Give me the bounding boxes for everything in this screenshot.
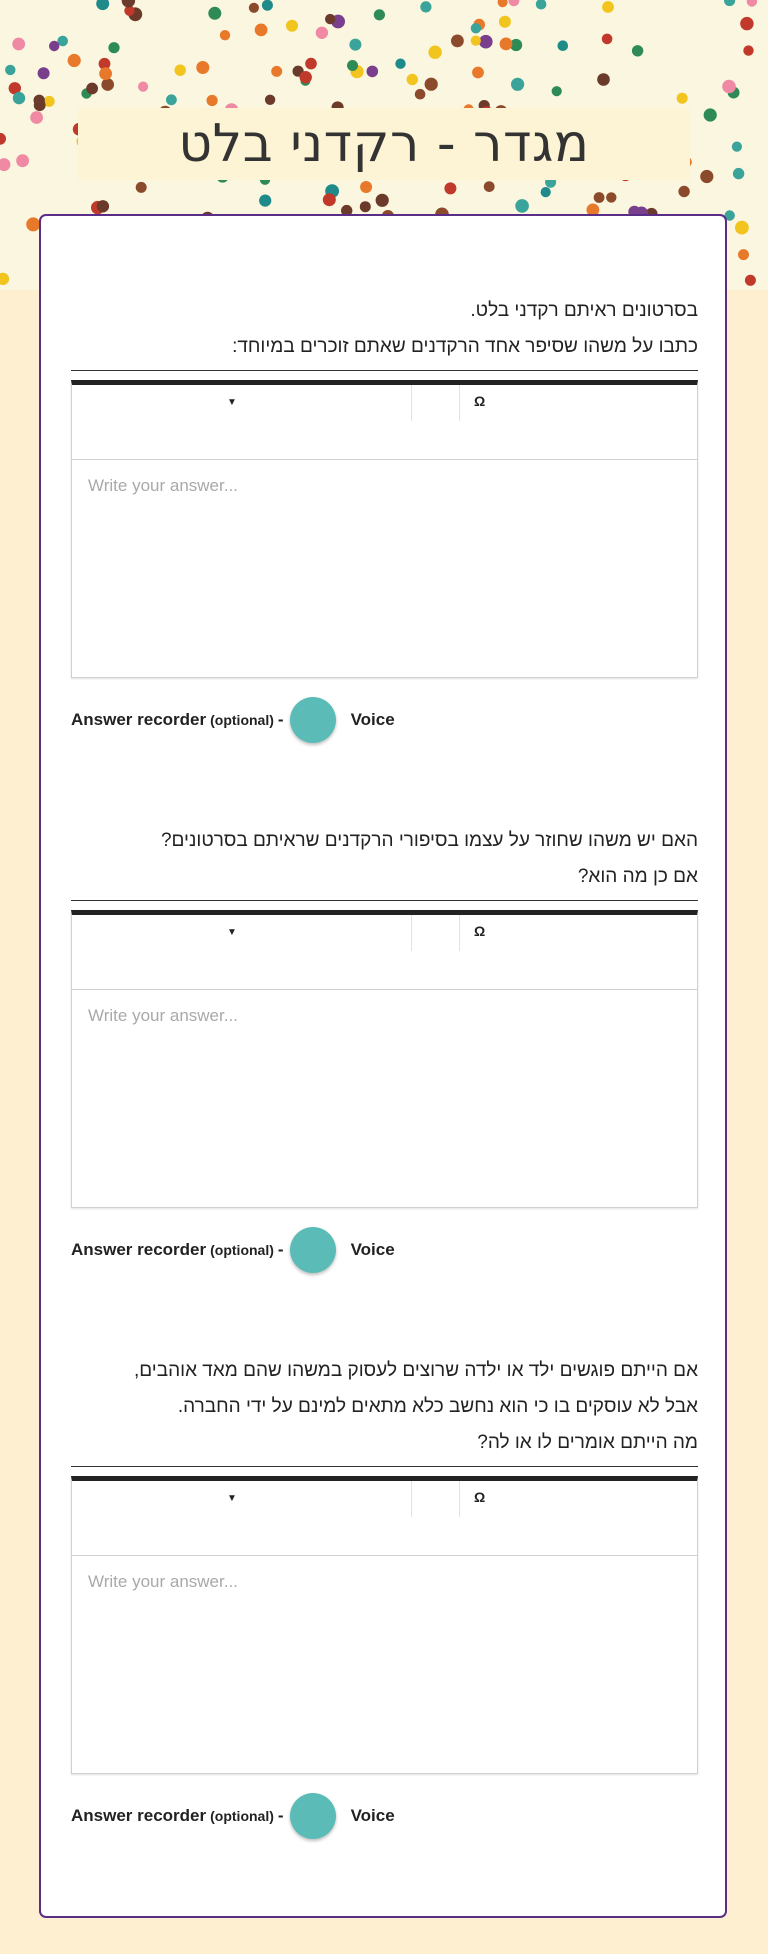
- confetti-dot: [96, 0, 109, 10]
- divider: [71, 900, 698, 901]
- confetti-dot: [515, 199, 529, 213]
- confetti-dot: [498, 0, 508, 7]
- caret-down-icon: ▼: [227, 927, 237, 938]
- divider: [71, 1466, 698, 1467]
- confetti-dot: [428, 46, 441, 59]
- confetti-dot: [735, 221, 749, 235]
- confetti-dot: [479, 35, 493, 49]
- answer-recorder: [71, 1793, 698, 1839]
- record-button[interactable]: [290, 1227, 336, 1273]
- confetti-dot: [511, 78, 524, 91]
- voice-label: Voice: [350, 1240, 395, 1259]
- question-prompt: [71, 828, 698, 890]
- recorder-label: Answer recorder: [71, 1240, 207, 1259]
- confetti-dot: [86, 83, 98, 95]
- answer-recorder: [71, 697, 698, 743]
- confetti-dot: [286, 20, 298, 32]
- confetti-dot: [367, 66, 379, 78]
- answer-input[interactable]: Write your answer...: [88, 1006, 238, 1025]
- confetti-dot: [444, 182, 456, 194]
- confetti-dot: [300, 71, 312, 83]
- confetti-dot: [138, 82, 148, 92]
- editor-toolbar: [72, 915, 697, 990]
- format-dropdown[interactable]: [72, 915, 412, 951]
- voice-label: Voice: [350, 710, 395, 729]
- confetti-dot: [136, 182, 147, 193]
- confetti-dot: [722, 80, 736, 94]
- confetti-dot: [420, 1, 431, 12]
- confetti-dot: [349, 39, 361, 51]
- confetti-dot: [49, 41, 59, 51]
- confetti-dot: [34, 95, 45, 106]
- confetti-dot: [471, 23, 481, 33]
- format-dropdown[interactable]: [72, 1481, 412, 1517]
- recorder-optional: (optional): [210, 1242, 274, 1258]
- confetti-dot: [558, 40, 569, 51]
- editor-toolbar: [72, 1481, 697, 1556]
- confetti-dot: [0, 133, 6, 145]
- confetti-dot: [374, 9, 385, 20]
- recorder-dash: -: [277, 1806, 284, 1825]
- confetti-dot: [747, 0, 757, 7]
- confetti-dot: [425, 78, 438, 91]
- answer-editor: [71, 1476, 698, 1774]
- recorder-label: Answer recorder: [71, 1806, 207, 1825]
- confetti-dot: [305, 58, 317, 70]
- confetti-dot: [323, 193, 336, 206]
- confetti-dot: [602, 1, 614, 13]
- confetti-dot: [745, 275, 756, 286]
- toolbar-button[interactable]: [412, 915, 460, 951]
- confetti-dot: [724, 0, 735, 6]
- prompt-line: כתבו על משהו שסיפר אחד הרקדנים שאתם זוכרים במיוחד:: [232, 336, 698, 357]
- answer-input[interactable]: Write your answer...: [88, 1572, 238, 1591]
- answer-editor: [71, 380, 698, 678]
- confetti-dot: [606, 192, 616, 202]
- confetti-dot: [700, 170, 713, 183]
- confetti-dot: [499, 16, 511, 28]
- confetti-dot: [541, 187, 551, 197]
- prompt-line: האם יש משהו שחוזר על עצמו בסיפורי הרקדנים שראיתם בסרטונים?: [160, 830, 698, 851]
- confetti-dot: [471, 36, 481, 46]
- confetti-dot: [262, 0, 273, 11]
- confetti-dot: [220, 30, 230, 40]
- answer-editor: [71, 910, 698, 1208]
- divider: [71, 370, 698, 371]
- confetti-dot: [208, 7, 221, 20]
- confetti-dot: [594, 192, 605, 203]
- confetti-dot: [30, 111, 43, 124]
- omega-icon[interactable]: Ω: [474, 923, 486, 939]
- recorder-optional: (optional): [210, 1808, 274, 1824]
- confetti-dot: [271, 66, 282, 77]
- title-box: [78, 108, 690, 180]
- prompt-line: אם הייתם פוגשים ילד או ילדה שרוצים לעסוק במשהו שהם מאד אוהבים,: [134, 1360, 698, 1381]
- confetti-dot: [509, 0, 520, 6]
- confetti-dot: [13, 92, 25, 104]
- confetti-dot: [196, 61, 209, 74]
- confetti-dot: [733, 168, 744, 179]
- answer-input[interactable]: Write your answer...: [88, 476, 238, 495]
- confetti-dot: [122, 0, 135, 8]
- confetti-dot: [704, 108, 717, 121]
- confetti-dot: [536, 0, 547, 10]
- confetti-dot: [484, 181, 495, 192]
- confetti-dot: [0, 273, 9, 285]
- toolbar-button[interactable]: [412, 1481, 460, 1517]
- confetti-dot: [38, 67, 50, 79]
- confetti-dot: [451, 35, 464, 48]
- prompt-line: אם כן מה הוא?: [577, 866, 698, 887]
- prompt-line: בסרטונים ראיתם רקדני בלט.: [470, 300, 698, 321]
- confetti-dot: [472, 67, 484, 79]
- page-title: מגדר - רקדני בלט: [178, 114, 590, 174]
- voice-label: Voice: [350, 1806, 395, 1825]
- confetti-dot: [255, 24, 268, 37]
- confetti-dot: [376, 194, 389, 207]
- caret-down-icon: ▼: [227, 397, 237, 408]
- confetti-dot: [325, 14, 335, 24]
- recorder-optional: (optional): [210, 712, 274, 728]
- confetti-dot: [360, 201, 371, 212]
- record-button[interactable]: [290, 1793, 336, 1839]
- answer-recorder: [71, 1227, 698, 1273]
- confetti-dot: [732, 142, 742, 152]
- question-prompt: [71, 298, 698, 360]
- confetti-dot: [632, 45, 643, 56]
- confetti-dot: [101, 78, 114, 91]
- confetti-dot: [175, 65, 186, 76]
- confetti-dot: [265, 95, 275, 105]
- recorder-label: Answer recorder: [71, 710, 207, 729]
- confetti-dot: [552, 86, 562, 96]
- confetti-dot: [597, 73, 610, 86]
- confetti-dot: [207, 95, 218, 106]
- confetti-dot: [678, 186, 689, 197]
- confetti-dot: [740, 17, 753, 30]
- confetti-dot: [16, 154, 29, 167]
- confetti-dot: [743, 45, 753, 55]
- confetti-dot: [5, 65, 15, 75]
- omega-icon[interactable]: Ω: [474, 393, 486, 409]
- confetti-dot: [259, 195, 271, 207]
- confetti-dot: [677, 93, 688, 104]
- confetti-dot: [395, 59, 405, 69]
- confetti-dot: [500, 38, 513, 51]
- worksheet-card: [39, 214, 727, 1918]
- editor-toolbar: [72, 385, 697, 460]
- question-3: [71, 1358, 698, 1839]
- confetti-dot: [347, 60, 358, 71]
- question-prompt: [71, 1358, 698, 1456]
- format-dropdown[interactable]: [72, 385, 412, 421]
- recorder-dash: -: [277, 1240, 284, 1259]
- confetti-dot: [602, 34, 613, 45]
- confetti-dot: [316, 27, 328, 39]
- question-2: [71, 828, 698, 1273]
- confetti-dot: [12, 38, 25, 51]
- omega-icon[interactable]: Ω: [474, 1489, 486, 1505]
- question-1: [71, 298, 698, 743]
- caret-down-icon: ▼: [227, 1493, 237, 1504]
- confetti-dot: [415, 89, 426, 100]
- confetti-dot: [68, 54, 81, 67]
- confetti-dot: [0, 158, 10, 171]
- prompt-line: אבל לא עוסקים בו כי הוא נחשב כלא מתאים למינם על ידי החברה.: [177, 1396, 698, 1417]
- confetti-dot: [99, 67, 112, 80]
- confetti-dot: [166, 94, 177, 105]
- confetti-dot: [360, 181, 372, 193]
- recorder-dash: -: [277, 710, 284, 729]
- prompt-line: מה הייתם אומרים לו או לה?: [477, 1432, 698, 1453]
- confetti-dot: [407, 74, 418, 85]
- confetti-dot: [738, 249, 749, 260]
- confetti-dot: [108, 42, 119, 53]
- toolbar-button[interactable]: [412, 385, 460, 421]
- record-button[interactable]: [290, 697, 336, 743]
- confetti-dot: [249, 3, 259, 13]
- confetti-dot: [97, 200, 109, 212]
